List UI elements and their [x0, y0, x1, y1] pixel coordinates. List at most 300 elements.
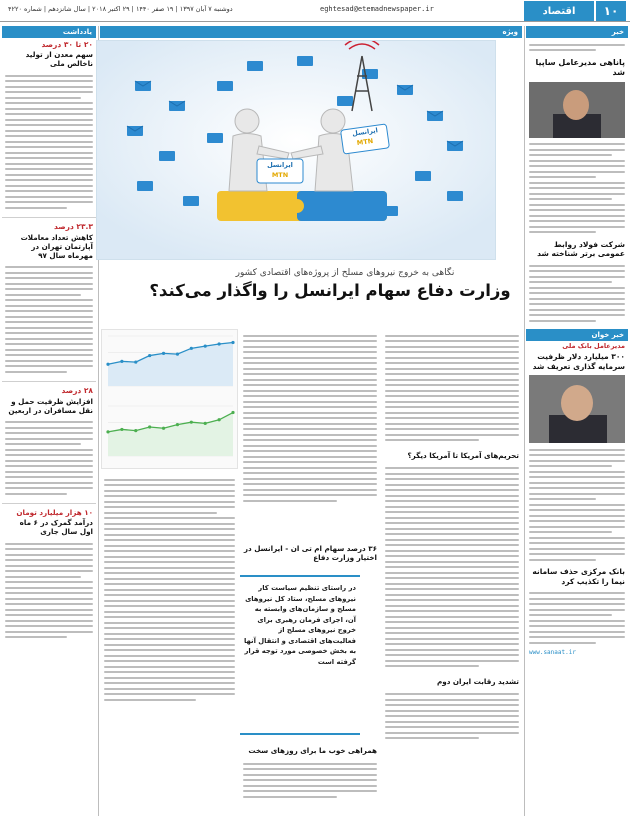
line-chart-1 [102, 330, 239, 392]
text-line [385, 649, 519, 651]
data-point [204, 345, 207, 348]
text-line [5, 371, 67, 373]
face-shape [563, 90, 589, 120]
data-point [162, 427, 165, 430]
text-line [104, 539, 235, 541]
text-line [104, 583, 235, 585]
headline-kicker: ۱۰ هزار میلیارد تومان [16, 508, 93, 518]
text-line [385, 566, 519, 568]
text-line [5, 135, 93, 137]
text-line [5, 75, 93, 77]
text-line [5, 190, 93, 192]
text-line [104, 622, 235, 624]
text-line [529, 171, 625, 173]
text-line [529, 309, 625, 311]
text-line [529, 270, 625, 272]
text-line [104, 677, 235, 679]
news-tag: خبر خوان [526, 329, 628, 341]
text-line [243, 379, 377, 381]
text-line [529, 226, 625, 228]
text-line [5, 119, 93, 121]
text-line [5, 620, 93, 622]
text-line [104, 556, 235, 558]
text-line [529, 559, 596, 561]
divider [2, 217, 96, 218]
text-line [385, 351, 519, 353]
text-line [5, 310, 93, 312]
text-line [529, 182, 625, 184]
text-line [5, 460, 93, 462]
text-line [104, 638, 235, 640]
article-col-2b [240, 742, 380, 816]
text-line [104, 512, 217, 514]
text-line [5, 570, 93, 572]
text-line [104, 616, 235, 618]
data-point [190, 347, 193, 350]
text-line [5, 80, 93, 82]
text-line [243, 395, 377, 397]
text-line [5, 554, 93, 556]
feature-tag: ویژه [100, 26, 522, 38]
text-line [529, 320, 596, 322]
text-line [5, 86, 93, 88]
text-line [5, 354, 93, 356]
face-shape [561, 385, 593, 421]
text-line [385, 439, 479, 441]
text-line [5, 102, 93, 104]
text-line [529, 154, 612, 156]
text-line [529, 276, 625, 278]
article-col-1 [101, 473, 238, 813]
text-line [385, 412, 519, 414]
data-point [120, 428, 123, 431]
headline: افزایش ظرفیت حمل و نقل مسافران در اربعین [8, 396, 93, 415]
text-line [385, 390, 519, 392]
text-line [385, 616, 519, 618]
text-line [385, 654, 519, 656]
text-line [243, 456, 377, 458]
article-col-3 [382, 329, 522, 816]
text-line [104, 572, 235, 574]
text-line [529, 281, 612, 283]
text-line [385, 368, 519, 370]
text-line [385, 506, 519, 508]
section-title: اقتصاد [524, 1, 594, 21]
text-line [385, 522, 519, 524]
headline-kicker: ۲۸ درصد [61, 386, 93, 396]
text-line [529, 193, 625, 195]
text-line [529, 548, 625, 550]
text-line [5, 294, 81, 296]
data-point [176, 353, 179, 356]
irancell-logo-text: ایرانسل [351, 126, 379, 138]
text-line [243, 412, 377, 414]
text-line [5, 438, 93, 440]
text-line [529, 198, 612, 200]
text-line [5, 471, 93, 473]
text-line [385, 406, 519, 408]
text-line [5, 482, 93, 484]
text-line [529, 482, 625, 484]
text-line [529, 520, 625, 522]
text-line [529, 204, 625, 206]
text-line [5, 465, 93, 467]
text-line [385, 710, 519, 712]
text-line [104, 644, 235, 646]
news-tag: خبر [526, 26, 628, 38]
data-point [190, 421, 193, 424]
text-line [243, 428, 377, 430]
right-column [526, 26, 628, 816]
mtn-logo-text: MTN [356, 136, 374, 148]
text-line [5, 349, 93, 351]
text-line [243, 478, 377, 480]
text-line [104, 600, 235, 602]
text-line [243, 401, 377, 403]
text-line [104, 523, 235, 525]
headline-kicker: مدیرعامل بانک ملی [562, 342, 625, 351]
text-line [529, 209, 625, 211]
handshake-illustration [97, 41, 496, 260]
text-line [385, 643, 519, 645]
text-line [5, 587, 93, 589]
text-line [5, 454, 93, 456]
headline-kicker: ۲۰ تا ۳۰ درصد [41, 40, 93, 49]
headline: درآمد گمرک در ۶ ماه اول سال جاری [19, 518, 93, 537]
text-line [5, 152, 93, 154]
text-line [5, 277, 93, 279]
text-line [385, 357, 519, 359]
text-line [5, 113, 93, 115]
text-line [385, 732, 519, 734]
text-line [529, 620, 625, 622]
text-line [529, 143, 625, 145]
text-line [529, 49, 596, 51]
text-line [385, 726, 519, 728]
text-line [385, 539, 519, 541]
data-point [218, 342, 221, 345]
text-line [529, 215, 625, 217]
text-line [5, 146, 93, 148]
text-line [5, 299, 93, 301]
text-line [5, 91, 93, 93]
text-line [5, 157, 93, 159]
data-point [148, 425, 151, 428]
text-line [529, 303, 625, 305]
text-line [529, 614, 612, 616]
text-line [385, 665, 479, 667]
text-line [5, 592, 93, 594]
portrait-photo [529, 82, 625, 138]
text-line [5, 427, 93, 429]
series-area [108, 413, 233, 456]
text-line [385, 638, 519, 640]
divider [2, 381, 96, 382]
divider [2, 503, 96, 504]
text-line [243, 439, 377, 441]
text-line [385, 340, 519, 342]
text-line [529, 220, 625, 222]
text-line [5, 559, 93, 561]
text-line [5, 272, 93, 274]
text-line [529, 449, 625, 451]
text-line [385, 533, 519, 535]
text-line [5, 327, 93, 329]
headline: ۳۰۰ میلیارد دلار ظرفیت سرمایه گذاری تعریف شد [532, 352, 625, 371]
data-point [231, 411, 234, 414]
data-point [218, 418, 221, 421]
text-line [104, 567, 235, 569]
text-line [529, 642, 596, 644]
text-line [529, 509, 625, 511]
text-line [5, 614, 93, 616]
text-line [385, 528, 519, 530]
article-title: وزارت دفاع سهام ایرانسل را واگذار می‌کند؟ [149, 281, 511, 300]
text-line [529, 314, 625, 316]
text-line [529, 636, 625, 638]
text-line [529, 531, 612, 533]
text-line [5, 565, 93, 567]
irancell-logo-text: ایرانسل [267, 161, 293, 169]
text-line [104, 699, 196, 701]
data-point [106, 363, 109, 366]
text-line [529, 609, 625, 611]
text-line [385, 500, 519, 502]
text-line [104, 484, 235, 486]
headline: سهم معدن از تولید ناخالص ملی [25, 50, 93, 69]
text-line [104, 633, 235, 635]
text-line [529, 592, 625, 594]
text-line [385, 605, 519, 607]
article-subheading: ۳۶ درصد سهام ام تی ان - ایرانسل در اختیار وزارت دفاع [243, 544, 377, 562]
text-line [5, 108, 93, 110]
text-line [385, 478, 519, 480]
text-line [5, 266, 93, 268]
text-line [385, 379, 519, 381]
text-line [529, 454, 625, 456]
text-line [385, 384, 519, 386]
text-line [385, 362, 519, 364]
text-line [385, 627, 519, 629]
headline: بانک مرکزی حذف سامانه نیما را تکذیب کرد [532, 567, 625, 586]
data-point [148, 354, 151, 357]
text-line [529, 625, 625, 627]
text-line [385, 511, 519, 513]
article-subheading: تحریم‌های آمریکا تا آمریکا دیگر؟ [407, 450, 519, 460]
text-line [5, 581, 93, 583]
text-line [5, 332, 93, 334]
text-line [529, 515, 625, 517]
date-line: دوشنبه ۷ آبان ۱۳۹۷ | ۱۹ صفر ۱۴۴۰ | ۲۹ اکتبر ۲۰۱۸ | سال شانزدهم | شماره ۴۲۲۰ [8, 5, 233, 13]
text-line [529, 526, 625, 528]
text-line [104, 693, 235, 695]
text-line [385, 550, 519, 552]
text-line [385, 346, 519, 348]
mtn-logo-text: MTN [271, 171, 289, 179]
text-line [104, 688, 235, 690]
article-subheading: همراهی خوب ما برای روزهای سخت [248, 746, 377, 755]
text-line [243, 357, 377, 359]
text-line [385, 489, 519, 491]
text-line [243, 790, 377, 792]
text-line [243, 779, 377, 781]
text-line [243, 483, 377, 485]
text-line [385, 583, 519, 585]
text-line [104, 517, 235, 519]
text-line [5, 207, 67, 209]
text-line [243, 351, 377, 353]
text-line [5, 636, 67, 638]
text-line [243, 785, 377, 787]
text-line [104, 506, 235, 508]
text-line [243, 763, 377, 765]
text-line [5, 631, 93, 633]
text-line [385, 434, 519, 436]
left-column [2, 26, 96, 816]
text-line [104, 611, 235, 613]
text-line [5, 576, 81, 578]
text-line [104, 605, 235, 607]
text-line [529, 471, 625, 473]
text-line [529, 465, 612, 467]
text-line [529, 292, 625, 294]
text-line [385, 517, 519, 519]
text-line [5, 174, 93, 176]
text-line [385, 423, 519, 425]
text-line [104, 627, 235, 629]
text-line [104, 495, 235, 497]
headline: پاناهی مدیرعامل ساپیا شد [535, 57, 625, 77]
text-line [243, 406, 377, 408]
text-line [385, 693, 519, 695]
text-line [5, 168, 93, 170]
text-line [243, 450, 377, 452]
text-line [5, 283, 93, 285]
text-line [529, 187, 625, 189]
text-line [243, 384, 377, 386]
text-line [385, 660, 519, 662]
text-line [5, 124, 93, 126]
text-line [5, 321, 93, 323]
text-line [385, 467, 519, 469]
text-line [529, 504, 625, 506]
text-line [529, 598, 625, 600]
text-line [104, 649, 235, 651]
website-link[interactable]: www.sanaat.ir [529, 649, 576, 657]
notes-tag: یادداشت [2, 26, 96, 38]
text-line [529, 537, 625, 539]
data-point [231, 341, 234, 344]
data-point [204, 422, 207, 425]
text-line [385, 704, 519, 706]
data-point [176, 423, 179, 426]
text-line [385, 428, 519, 430]
text-line [385, 599, 519, 601]
text-line [385, 588, 519, 590]
text-line [243, 461, 377, 463]
text-line [104, 550, 235, 552]
text-line [385, 572, 519, 574]
headline-kicker: ۲۳.۳ درصد [54, 222, 93, 232]
text-line [5, 305, 93, 307]
text-line [243, 796, 337, 798]
text-line [104, 666, 235, 668]
text-line [104, 655, 235, 657]
text-line [104, 479, 235, 481]
section-email: eghtesad@etemadnewspaper.ir [320, 5, 434, 13]
pull-quote: در راستای تنظیم سیاست کار نیروهای مسلح، ستاد کل نیروهای مسلح و سازمان‌های وابسته به آن، اجرای فرمان رهبری برای خروج نیروهای مسلح از فعالیت‌های اقتصادی و انتقال آنها به بخش خصوصی مورد توجه قرار گرفته است [240, 575, 360, 735]
text-line [385, 401, 519, 403]
text-line [529, 231, 596, 233]
line-chart-2 [102, 400, 239, 462]
text-line [385, 555, 519, 557]
data-point [106, 430, 109, 433]
chart-panel [101, 329, 238, 469]
text-line [5, 163, 93, 165]
text-line [385, 610, 519, 612]
text-line [5, 141, 93, 143]
text-line [385, 473, 519, 475]
text-line [5, 487, 93, 489]
text-line [529, 165, 625, 167]
text-line [385, 495, 519, 497]
text-line [5, 179, 93, 181]
text-line [5, 476, 93, 478]
text-line [529, 149, 625, 151]
article-subheading: تشدید رقابت ایران دوم [436, 676, 519, 686]
text-line [5, 316, 93, 318]
text-line [104, 671, 235, 673]
text-line [529, 298, 625, 300]
text-line [5, 432, 93, 434]
text-line [5, 543, 93, 545]
text-line [5, 609, 93, 611]
article-kicker: نگاهی به خروج نیروهای مسلح از پروژه‌های اقتصادی کشور [235, 268, 455, 278]
text-line [243, 774, 377, 776]
text-line [5, 97, 81, 99]
text-line [5, 130, 93, 132]
text-line [529, 553, 625, 555]
text-line [529, 603, 625, 605]
text-line [385, 577, 519, 579]
text-line [529, 287, 625, 289]
text-line [104, 682, 235, 684]
text-line [529, 487, 625, 489]
feature-illustration [96, 40, 496, 260]
text-line [385, 335, 519, 337]
text-line [385, 395, 519, 397]
text-line [5, 443, 81, 445]
text-line [5, 365, 93, 367]
text-line [385, 417, 519, 419]
series-area [108, 343, 233, 386]
text-line [529, 476, 625, 478]
text-line [104, 490, 235, 492]
text-line [104, 501, 235, 503]
text-line [104, 594, 235, 596]
text-line [104, 578, 235, 580]
text-line [5, 288, 93, 290]
text-line [5, 598, 93, 600]
data-point [120, 360, 123, 363]
text-line [243, 368, 377, 370]
text-line [529, 493, 625, 495]
text-line [385, 561, 519, 563]
text-line [104, 589, 235, 591]
text-line [5, 493, 67, 495]
text-line [243, 362, 377, 364]
text-line [243, 417, 377, 419]
